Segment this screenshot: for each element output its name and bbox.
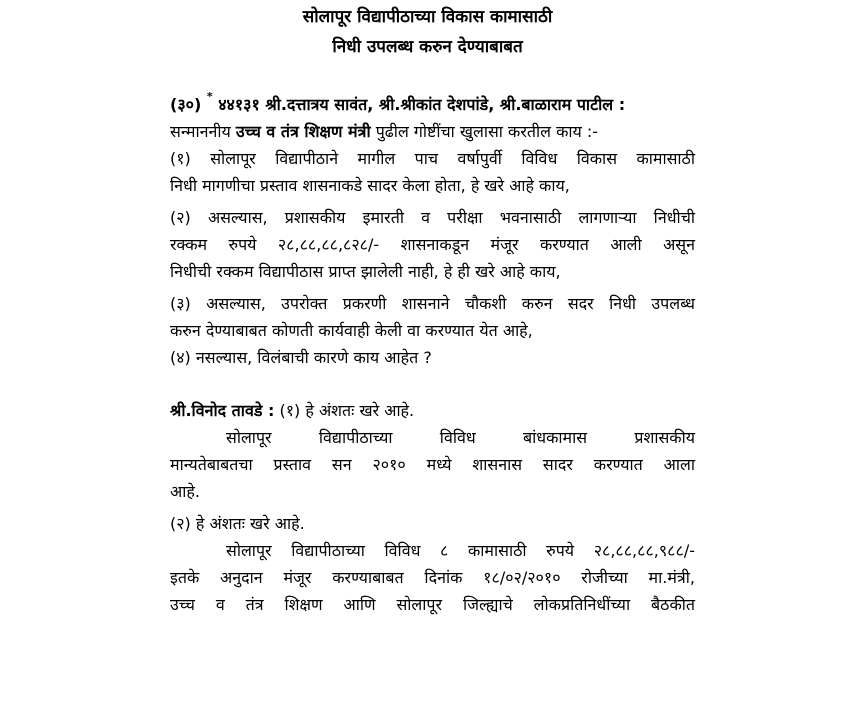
question-number: (३०) xyxy=(170,95,202,114)
question-line: (४) नसल्यास, विलंबाची कारणे काय आहेत ? xyxy=(170,348,432,367)
question-minister: उच्च व तंत्र शिक्षण मंत्री xyxy=(235,122,371,141)
answer-line: (२) हे अंशतः खरे आहे. xyxy=(170,514,305,533)
question-line: (१) सोलापूर विद्यापीठाने मागील पाच वर्षापुर्वी विविध विकास कामासाठी xyxy=(170,149,695,168)
answer-line: उच्च व तंत्र शिक्षण आणि सोलापूर जिल्ह्याचे लोकप्रतिनिधींच्या बैठकीत xyxy=(170,595,695,614)
question-line: करुन देण्याबाबत कोणती कार्यवाही केली वा करण्यात येत आहे, xyxy=(170,321,533,340)
question-intro-suffix: पुढील गोष्टींचा खुलासा करतील काय :- xyxy=(375,122,599,141)
question-intro xyxy=(170,121,695,143)
answer-header xyxy=(170,400,695,422)
answer-line: इतके अनुदान मंजूर करण्याबाबत दिनांक १८/०२/२०१० रोजीच्या मा.मंत्री, xyxy=(170,568,695,587)
question-intro-prefix: सन्माननीय xyxy=(170,122,231,141)
answer-line: मान्यतेबाबतचा प्रस्ताव सन २०१० मध्ये शासनास सादर करण्यात आला xyxy=(170,455,695,474)
question-line: (२) असल्यास, प्रशासकीय इमारती व परीक्षा भवनासाठी लागणाऱ्या निधीची xyxy=(170,208,695,227)
question-id-and-members: ४४१३१ श्री.दत्तात्रय सावंत, श्री.श्रीकांत देशपांडे, श्री.बाळाराम पाटील : xyxy=(218,95,626,114)
question-line: निधीची रक्कम विद्यापीठास प्राप्त झालेली नाही, हे ही खरे आहे काय, xyxy=(170,262,561,281)
answer-first-reply: (१) हे अंशतः खरे आहे. xyxy=(279,401,415,420)
answer-line: सोलापूर विद्यापीठाच्या विविध ८ कामासाठी रुपये २८,८८,८८,९८८/- xyxy=(226,541,695,560)
answer-minister: श्री.विनोद तावडे : xyxy=(170,401,275,420)
document-title-line-1: सोलापूर विद्यापीठाच्या विकास कामासाठी xyxy=(302,7,553,27)
starred-question-mark: * xyxy=(206,89,213,103)
answer-line: आहे. xyxy=(170,482,200,501)
answer-line: सोलापूर विद्यापीठाच्या विविध बांधकामास प्रशासकीय xyxy=(226,428,695,447)
question-line: निधी मागणीचा प्रस्ताव शासनाकडे सादर केला होता, हे खरे आहे काय, xyxy=(170,176,570,195)
question-line: (३) असल्यास, उपरोक्त प्रकरणी शासनाने चौकशी करुन सदर निधी उपलब्ध xyxy=(170,294,695,313)
document-title-line-2: निधी उपलब्ध करुन देण्याबाबत xyxy=(332,37,523,57)
question-header xyxy=(170,89,695,116)
question-line: रक्कम रुपये २८,८८,८८,८२८/- शासनाकडून मंजूर करण्यात आली असून xyxy=(170,235,695,254)
